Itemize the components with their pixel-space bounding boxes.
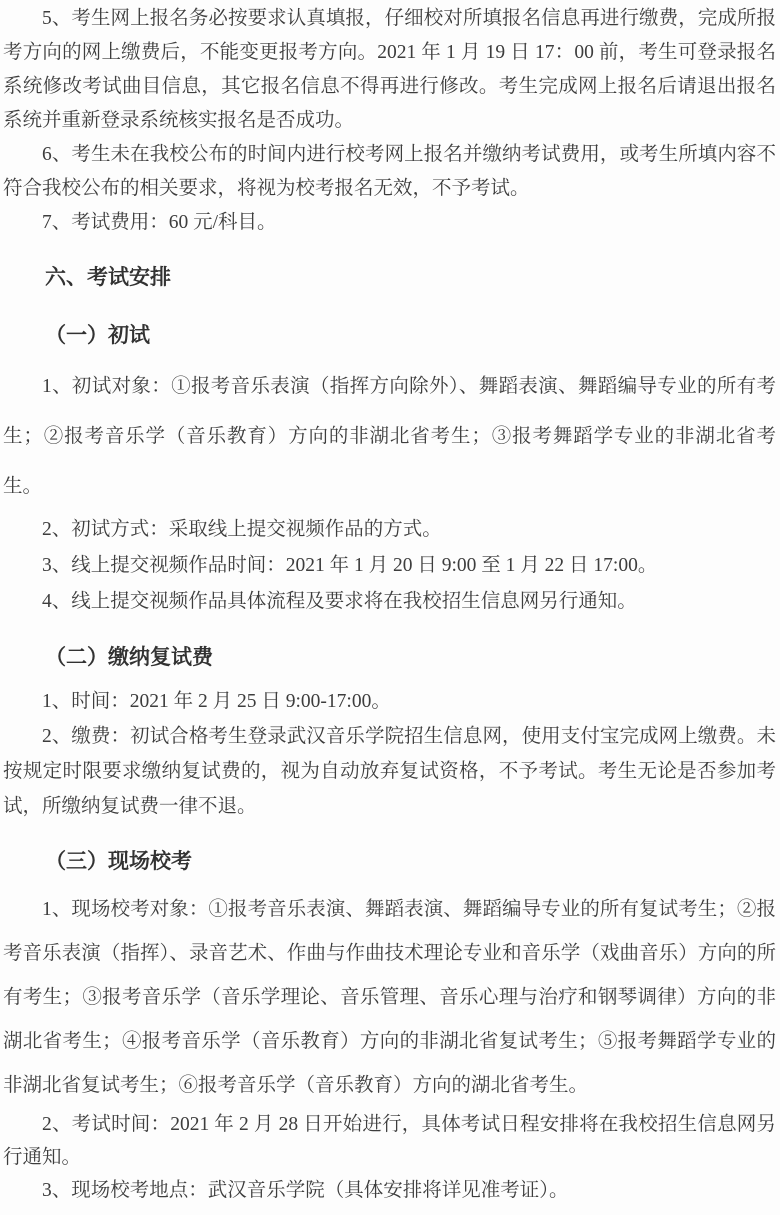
subsection-heading-retest-fee: （二）缴纳复试费 [45,645,213,669]
paragraph-item-5: 5、考生网上报名务必按要求认真填报，仔细校对所填报名信息再进行缴费，完成所报考方向的网上缴费后，不能变更报考方向。2021 年 1 月 19 日 17：00 前，考生可登录报名系统修改考试曲目信息，其它报名信息不得再进行修改。考生完成网上报名后请退出报名系统并重新登录系统核实报名是否成功。 [3,8,776,131]
paragraph-retest-fee-payment: 2、缴费：初试合格考生登录武汉音乐学院招生信息网，使用支付宝完成网上缴费。未按规定时限要求缴纳复试费的，视为自动放弃复试资格，不予考试。考生无论是否参加考试，所缴纳复试费一律不退。 [3,726,776,817]
paragraph-retest-fee-time: 1、时间：2021 年 2 月 25 日 9:00-17:00。 [42,691,391,712]
paragraph-onsite-location: 3、现场校考地点：武汉音乐学院（具体安排将详见准考证）。 [42,1180,569,1201]
subsection-heading-preliminary-exam: （一）初试 [45,323,150,347]
paragraph-preliminary-targets: 1、初试对象：①报考音乐表演（指挥方向除外）、舞蹈表演、舞蹈编导专业的所有考生；②报考音乐学（音乐教育）方向的非湖北省考生；③报考舞蹈学专业的非湖北省考生。 [3,376,776,497]
paragraph-video-submission-time: 3、线上提交视频作品时间：2021 年 1 月 20 日 9:00 至 1 月 22 日 17:00。 [42,555,658,576]
paragraph-onsite-time: 2、考试时间：2021 年 2 月 28 日开始进行，具体考试日程安排将在我校招生信息网另行通知。 [3,1114,776,1168]
paragraph-preliminary-method: 2、初试方式：采取线上提交视频作品的方式。 [42,519,442,540]
paragraph-item-6: 6、考生未在我校公布的时间内进行校考网上报名并缴纳考试费用，或考生所填内容不符合我校公布的相关要求，将视为校考报名无效，不予考试。 [3,144,776,199]
paragraph-item-7-exam-fee: 7、考试费用：60 元/科目。 [42,212,277,233]
subsection-heading-onsite-exam: （三）现场校考 [45,849,192,873]
paragraph-onsite-targets: 1、现场校考对象：①报考音乐表演、舞蹈表演、舞蹈编导专业的所有复试考生；②报考音乐表演（指挥）、录音艺术、作曲与作曲技术理论专业和音乐学（戏曲音乐）方向的所有考生；③报考音乐学（音乐学理论、音乐管理、音乐心理与治疗和钢琴调律）方向的非湖北省考生；④报考音乐学（音乐教育）方向的非湖北省复试考生；⑤报考舞蹈学专业的非湖北省复试考生；⑥报考音乐学（音乐教育）方向的湖北省考生。 [3,899,776,1096]
paragraph-video-submission-notice: 4、线上提交视频作品具体流程及要求将在我校招生信息网另行通知。 [42,591,637,612]
section-heading-exam-arrangement: 六、考试安排 [45,265,171,289]
